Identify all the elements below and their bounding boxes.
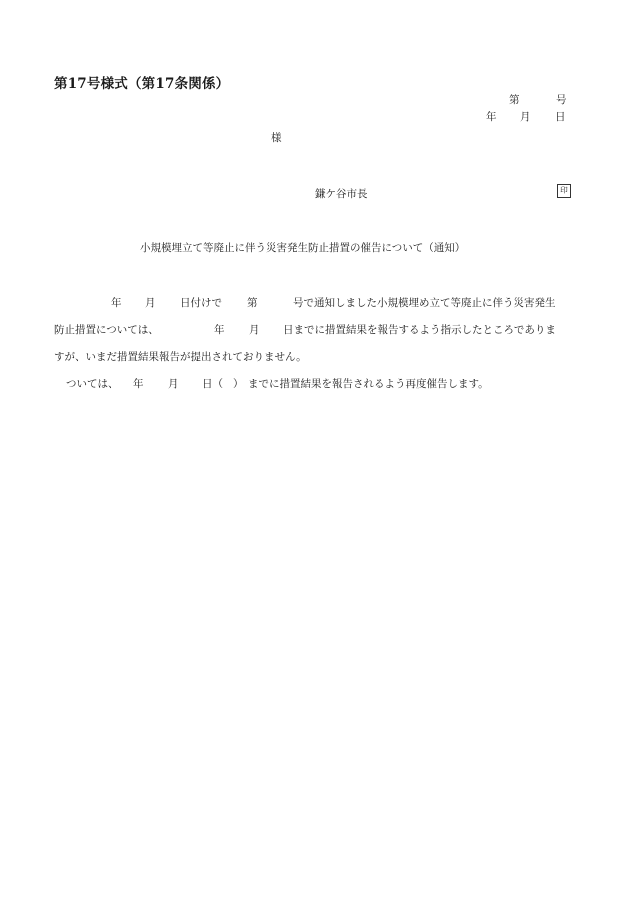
para4-year: 年 bbox=[133, 378, 144, 390]
addressee-honorific: 様 bbox=[271, 132, 282, 144]
para4-day: 日（ bbox=[202, 378, 223, 390]
doc-no-prefix: 第 bbox=[509, 94, 520, 106]
para4-start: ついては、 bbox=[66, 378, 119, 390]
para2-year: 年 bbox=[214, 324, 225, 336]
para2-month: 月 bbox=[249, 324, 260, 336]
form-number-heading: 第17号様式（第17条関係） bbox=[54, 76, 230, 92]
para1-no-prefix: 第 bbox=[247, 297, 258, 309]
para4-month: 月 bbox=[168, 378, 179, 390]
sender-title: 鎌ケ谷市長 bbox=[315, 188, 368, 200]
para2-rest: 日までに措置結果を報告するよう指示したところでありま bbox=[283, 324, 556, 336]
doc-no-suffix: 号 bbox=[556, 94, 567, 106]
seal-icon bbox=[557, 184, 571, 198]
document-subject: 小規模埋立て等廃止に伴う災害発生防止措置の催告について（通知） bbox=[140, 242, 466, 254]
para2-start: 防止措置については、 bbox=[54, 324, 159, 336]
para1-month: 月 bbox=[145, 297, 156, 309]
para3: すが、いまだ措置結果報告が提出されておりません。 bbox=[54, 351, 307, 363]
para4-rest: までに措置結果を報告されるよう再度催告します。 bbox=[248, 378, 489, 390]
seal-label: 印 bbox=[560, 186, 568, 196]
para4-paren-close: ） bbox=[233, 378, 244, 390]
para1-day: 日付けで bbox=[180, 297, 222, 309]
date-month: 月 bbox=[520, 111, 531, 123]
para1-rest: 号で通知しました小規模埋め立て等廃止に伴う災害発生 bbox=[293, 297, 556, 309]
para1-year: 年 bbox=[111, 297, 122, 309]
date-year: 年 bbox=[486, 111, 497, 123]
date-day: 日 bbox=[555, 111, 566, 123]
